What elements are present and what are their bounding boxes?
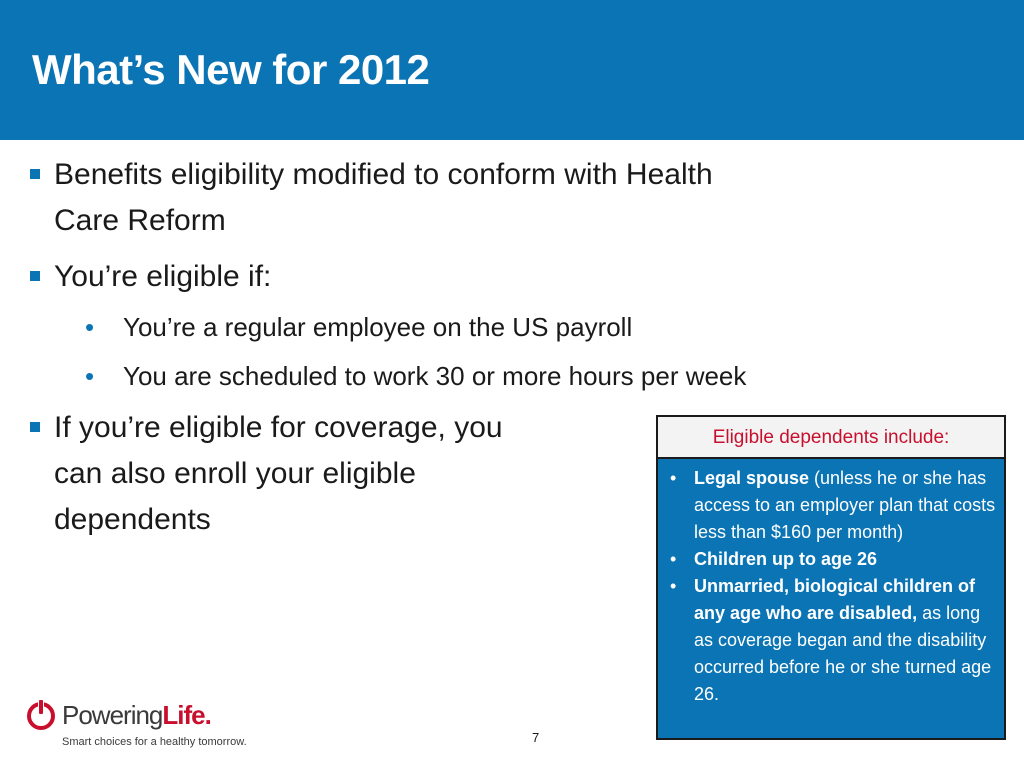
item-bold-text: Unmarried, biological children of any age who are disabled,	[694, 576, 976, 623]
square-bullet-icon	[30, 422, 40, 432]
slide-title: What’s New for 2012	[32, 46, 430, 93]
page-number: 7	[532, 730, 540, 745]
list-item	[668, 573, 998, 708]
bullet-text: dependents	[54, 503, 211, 536]
bullet-text: Care Reform	[54, 204, 226, 237]
list-item	[668, 465, 998, 546]
power-icon	[26, 698, 56, 732]
title-banner	[0, 0, 1024, 140]
bullet-text: Benefits eligibility modified to conform with Health	[54, 158, 713, 191]
logo-text-powering: Powering	[62, 700, 163, 730]
logo-text-life: Life.	[162, 700, 211, 730]
item-text: (unless he or she has access to an employer plan that costs less than $160 per month)	[694, 468, 996, 542]
dependents-list	[668, 465, 998, 708]
item-bold-text: Legal spouse	[694, 468, 810, 488]
bullet-text: can also enroll your eligible	[54, 457, 416, 490]
dot-bullet-icon: •	[670, 576, 677, 596]
logo-tagline: Smart choices for a healthy tomorrow.	[62, 736, 247, 748]
eligible-dependents-box	[656, 415, 1006, 740]
dot-bullet-icon: •	[85, 312, 95, 342]
dot-bullet-icon: •	[85, 361, 95, 391]
list-item	[668, 546, 998, 573]
bullet-text: You’re eligible if:	[54, 260, 272, 293]
sub-bullet-text: You’re a regular employee on the US payroll	[123, 312, 633, 342]
square-bullet-icon	[30, 271, 40, 281]
powering-life-logo	[26, 694, 246, 754]
sub-bullet-text: You are scheduled to work 30 or more hours per week	[123, 361, 747, 391]
dot-bullet-icon: •	[670, 468, 677, 488]
item-text: as long as coverage began and the disability occurred before he or she turned age 26.	[694, 603, 992, 704]
dot-bullet-icon: •	[670, 549, 677, 569]
bullet-text: If you’re eligible for coverage, you	[54, 411, 503, 444]
square-bullet-icon	[30, 169, 40, 179]
box-heading: Eligible dependents include:	[658, 417, 1004, 459]
item-bold-text: Children up to age 26	[694, 549, 878, 569]
